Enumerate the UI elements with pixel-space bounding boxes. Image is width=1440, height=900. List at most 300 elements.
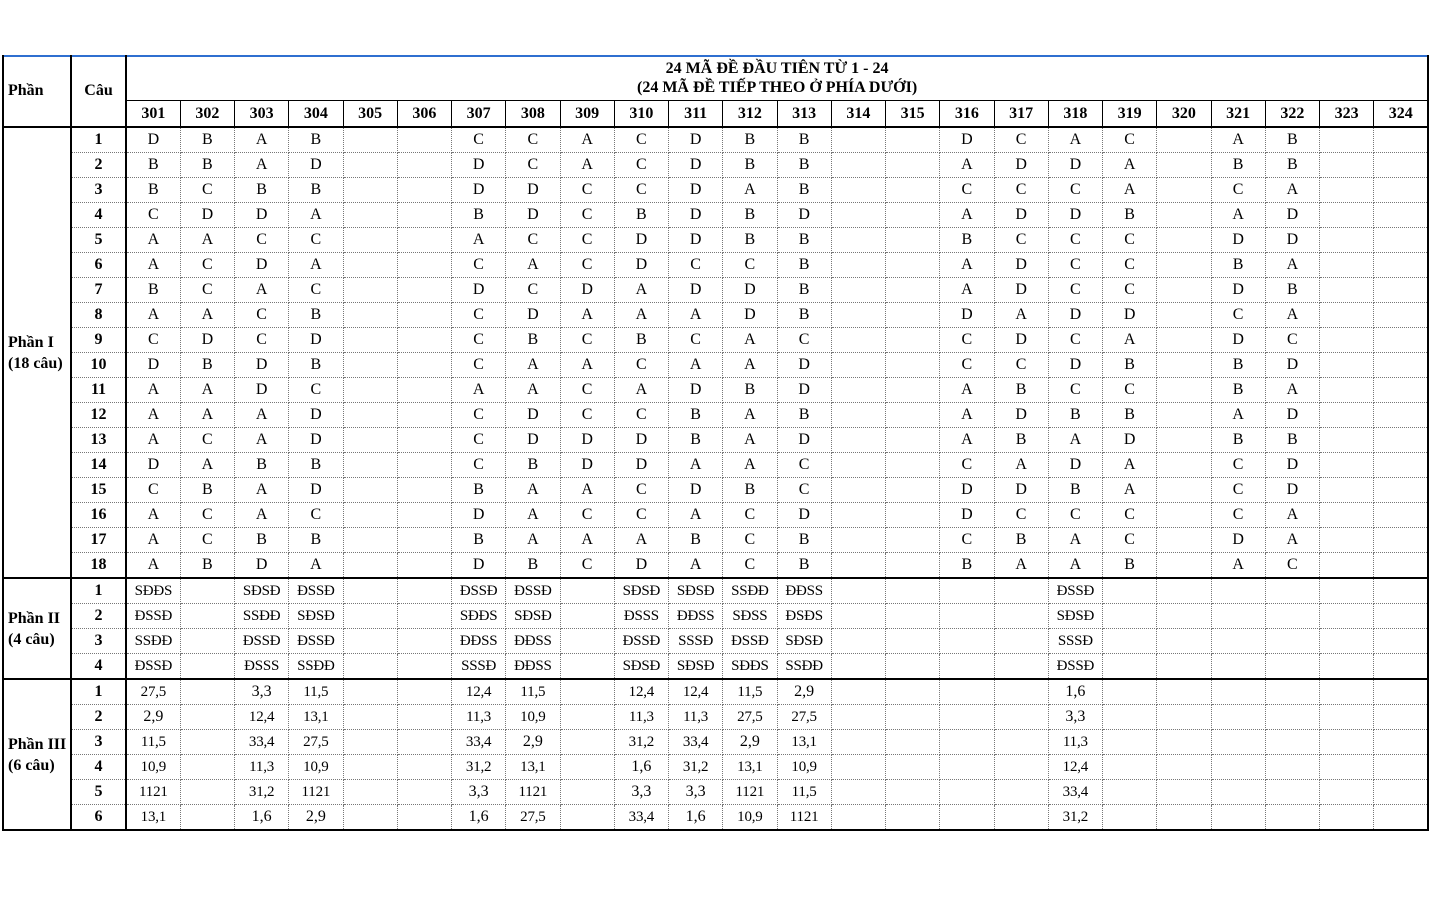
answer-cell: C [452, 453, 506, 478]
answer-cell [1320, 780, 1374, 805]
answer-cell [1374, 453, 1428, 478]
answer-cell: B [1103, 403, 1157, 428]
answer-cell: C [1103, 528, 1157, 553]
answer-cell: B [669, 428, 723, 453]
question-number: 15 [71, 478, 126, 503]
exam-code-header: 318 [1048, 101, 1102, 128]
answer-cell [1320, 578, 1374, 604]
answer-cell [886, 203, 940, 228]
answer-cell [1211, 730, 1265, 755]
answer-cell [1157, 705, 1211, 730]
answer-cell: B [289, 178, 343, 203]
answer-cell [831, 503, 885, 528]
answer-cell [1320, 178, 1374, 203]
answer-cell [1320, 503, 1374, 528]
answer-cell: D [669, 478, 723, 503]
header-title-line2: (24 MÃ ĐỀ TIẾP THEO Ở PHÍA DƯỚI) [637, 78, 918, 96]
answer-cell [1374, 705, 1428, 730]
answer-cell: C [180, 178, 234, 203]
answer-cell: D [614, 553, 668, 579]
answer-cell [1374, 679, 1428, 705]
answer-cell [397, 403, 451, 428]
answer-cell: A [126, 428, 180, 453]
answer-row [3, 629, 1428, 654]
answer-cell [343, 328, 397, 353]
answer-cell [1320, 278, 1374, 303]
answer-cell [1320, 478, 1374, 503]
answer-cell [1320, 403, 1374, 428]
answer-cell: C [994, 178, 1048, 203]
question-number: 13 [71, 428, 126, 453]
answer-cell: B [1103, 553, 1157, 579]
answer-cell: A [235, 503, 289, 528]
answer-row [3, 755, 1428, 780]
answer-cell: 1,6 [614, 755, 668, 780]
answer-cell: C [180, 428, 234, 453]
answer-cell: 1121 [723, 780, 777, 805]
answer-cell: 11,5 [723, 679, 777, 705]
answer-cell [397, 478, 451, 503]
answer-cell [560, 755, 614, 780]
answer-cell [397, 253, 451, 278]
answer-cell: B [180, 127, 234, 153]
answer-cell: C [1048, 503, 1102, 528]
answer-cell [560, 654, 614, 680]
answer-cell [180, 780, 234, 805]
answer-cell: D [235, 203, 289, 228]
answer-cell: ĐĐSS [777, 578, 831, 604]
answer-cell: A [235, 403, 289, 428]
answer-cell: SĐSĐ [614, 654, 668, 680]
answer-cell: 31,2 [1048, 805, 1102, 831]
answer-cell: A [940, 253, 994, 278]
answer-cell: B [1048, 403, 1102, 428]
answer-cell: A [506, 503, 560, 528]
section-label: Phần III (6 câu) [3, 679, 71, 830]
answer-cell: 10,9 [777, 755, 831, 780]
answer-cell: B [777, 178, 831, 203]
question-number: 4 [71, 203, 126, 228]
answer-cell: C [940, 528, 994, 553]
answer-cell: C [180, 528, 234, 553]
answer-row [3, 730, 1428, 755]
question-number: 5 [71, 228, 126, 253]
exam-code-header: 311 [669, 101, 723, 128]
answer-cell: ĐSSĐ [289, 578, 343, 604]
answer-cell: D [777, 378, 831, 403]
answer-cell: ĐĐSS [506, 654, 560, 680]
answer-cell [940, 604, 994, 629]
answer-cell [1157, 654, 1211, 680]
answer-cell: 31,2 [235, 780, 289, 805]
answer-cell: ĐSSĐ [723, 629, 777, 654]
answer-cell: 27,5 [126, 679, 180, 705]
answer-cell: SĐSS [723, 604, 777, 629]
answer-cell: D [126, 453, 180, 478]
answer-cell: D [1103, 428, 1157, 453]
answer-cell: A [669, 553, 723, 579]
answer-cell [886, 378, 940, 403]
answer-cell: SSĐĐ [723, 578, 777, 604]
answer-cell [1211, 679, 1265, 705]
answer-cell [831, 453, 885, 478]
answer-cell: B [1265, 127, 1319, 153]
answer-cell: ĐSSĐ [289, 629, 343, 654]
answer-cell: 11,3 [235, 755, 289, 780]
answer-cell [343, 228, 397, 253]
answer-cell [1320, 604, 1374, 629]
answer-cell [940, 629, 994, 654]
answer-cell [994, 805, 1048, 831]
answer-cell [1157, 328, 1211, 353]
answer-cell [1157, 403, 1211, 428]
answer-cell: D [1211, 528, 1265, 553]
answer-cell [886, 705, 940, 730]
answer-row [3, 654, 1428, 680]
answer-cell: C [506, 278, 560, 303]
answer-cell: 13,1 [126, 805, 180, 831]
answer-cell: B [180, 153, 234, 178]
answer-cell [1320, 253, 1374, 278]
answer-cell: D [994, 403, 1048, 428]
exam-code-header: 307 [452, 101, 506, 128]
answer-cell [1320, 805, 1374, 831]
answer-cell [831, 253, 885, 278]
answer-cell: 31,2 [452, 755, 506, 780]
answer-cell: B [1211, 428, 1265, 453]
answer-cell [1374, 528, 1428, 553]
answer-cell: 13,1 [506, 755, 560, 780]
answer-cell: A [506, 353, 560, 378]
answer-row [3, 278, 1428, 303]
answer-cell [1103, 755, 1157, 780]
answer-cell: B [452, 203, 506, 228]
header-title [126, 55, 1428, 101]
answer-cell: C [940, 453, 994, 478]
answer-cell: A [235, 127, 289, 153]
answer-cell [1374, 127, 1428, 153]
answer-cell [1157, 127, 1211, 153]
answer-cell [1157, 604, 1211, 629]
answer-cell [886, 679, 940, 705]
answer-cell: C [506, 228, 560, 253]
answer-cell: 11,5 [126, 730, 180, 755]
answer-cell: D [506, 203, 560, 228]
question-number: 8 [71, 303, 126, 328]
answer-cell: B [235, 178, 289, 203]
answer-cell [994, 679, 1048, 705]
answer-cell [940, 578, 994, 604]
answer-cell [831, 755, 885, 780]
answer-cell: 2,9 [723, 730, 777, 755]
answer-cell: 1121 [289, 780, 343, 805]
answer-row [3, 353, 1428, 378]
answer-cell [886, 328, 940, 353]
answer-cell: B [1265, 153, 1319, 178]
answer-cell: C [1265, 328, 1319, 353]
answer-cell: SSĐĐ [126, 629, 180, 654]
answer-cell: ĐSSĐ [452, 578, 506, 604]
answer-cell [886, 127, 940, 153]
answer-cell: A [940, 203, 994, 228]
answer-cell [397, 730, 451, 755]
exam-code-header: 304 [289, 101, 343, 128]
answer-cell [1211, 578, 1265, 604]
answer-cell: D [614, 428, 668, 453]
answer-cell: 31,2 [614, 730, 668, 755]
answer-cell: D [452, 153, 506, 178]
answer-cell: 11,5 [777, 780, 831, 805]
answer-cell: 13,1 [289, 705, 343, 730]
answer-cell: 27,5 [289, 730, 343, 755]
answer-cell: C [1211, 478, 1265, 503]
answer-cell [886, 178, 940, 203]
answer-cell: C [1103, 253, 1157, 278]
answer-cell: A [669, 453, 723, 478]
answer-cell: A [126, 228, 180, 253]
answer-cell: A [289, 553, 343, 579]
answer-cell [343, 178, 397, 203]
answer-cell: B [289, 453, 343, 478]
answer-cell: A [126, 503, 180, 528]
answer-cell: C [560, 403, 614, 428]
answer-cell: A [126, 378, 180, 403]
answer-cell [1157, 278, 1211, 303]
answer-cell: A [1265, 178, 1319, 203]
answer-cell: A [1103, 478, 1157, 503]
answer-cell: D [777, 353, 831, 378]
section-label: Phần I (18 câu) [3, 127, 71, 578]
answer-cell [831, 654, 885, 680]
answer-cell: B [777, 228, 831, 253]
answer-cell: C [560, 553, 614, 579]
answer-cell: D [994, 153, 1048, 178]
answer-cell [831, 705, 885, 730]
answer-cell: 27,5 [506, 805, 560, 831]
answer-cell: D [994, 203, 1048, 228]
question-number: 12 [71, 403, 126, 428]
answer-cell: SĐĐS [723, 654, 777, 680]
answer-cell: A [723, 328, 777, 353]
answer-cell [831, 127, 885, 153]
answer-cell: B [126, 178, 180, 203]
answer-cell [1157, 253, 1211, 278]
exam-code-row [3, 101, 1428, 128]
answer-cell [994, 730, 1048, 755]
answer-cell [397, 353, 451, 378]
answer-cell: D [1048, 353, 1102, 378]
answer-cell: A [940, 403, 994, 428]
answer-cell: D [777, 503, 831, 528]
answer-cell: D [1265, 353, 1319, 378]
answer-cell: B [506, 553, 560, 579]
answer-cell: B [1103, 353, 1157, 378]
answer-cell: D [940, 127, 994, 153]
answer-cell: A [669, 353, 723, 378]
exam-code-header: 323 [1320, 101, 1374, 128]
answer-cell: 1121 [777, 805, 831, 831]
answer-cell: A [1211, 403, 1265, 428]
exam-code-header: 320 [1157, 101, 1211, 128]
answer-cell: D [940, 478, 994, 503]
question-number: 4 [71, 755, 126, 780]
answer-cell: D [1048, 453, 1102, 478]
answer-cell [1265, 679, 1319, 705]
answer-cell: C [1048, 178, 1102, 203]
answer-cell: C [669, 253, 723, 278]
exam-code-header: 302 [180, 101, 234, 128]
answer-row [3, 403, 1428, 428]
answer-cell: A [723, 403, 777, 428]
answer-table-body [3, 127, 1428, 830]
answer-cell: A [180, 228, 234, 253]
answer-cell: ĐSSĐ [614, 629, 668, 654]
answer-cell: C [940, 353, 994, 378]
answer-cell [994, 780, 1048, 805]
answer-cell: C [289, 278, 343, 303]
answer-cell [397, 629, 451, 654]
answer-cell: A [126, 303, 180, 328]
answer-cell [343, 629, 397, 654]
answer-cell [180, 654, 234, 680]
answer-cell: C [289, 503, 343, 528]
answer-cell: C [669, 328, 723, 353]
answer-cell: B [669, 403, 723, 428]
answer-cell: 12,4 [669, 679, 723, 705]
answer-cell [994, 755, 1048, 780]
answer-row [3, 253, 1428, 278]
question-number: 17 [71, 528, 126, 553]
exam-code-header: 324 [1374, 101, 1428, 128]
answer-cell: SĐSĐ [1048, 604, 1102, 629]
answer-cell [343, 203, 397, 228]
answer-cell: D [614, 253, 668, 278]
answer-cell: A [669, 303, 723, 328]
answer-cell: C [235, 328, 289, 353]
answer-cell [560, 629, 614, 654]
answer-cell: D [1265, 478, 1319, 503]
answer-cell: C [1211, 178, 1265, 203]
answer-cell [831, 604, 885, 629]
answer-cell: A [669, 503, 723, 528]
answer-cell: A [940, 428, 994, 453]
answer-cell: 10,9 [126, 755, 180, 780]
answer-cell: D [1265, 453, 1319, 478]
answer-cell: A [560, 303, 614, 328]
answer-cell [1320, 353, 1374, 378]
answer-cell: 33,4 [1048, 780, 1102, 805]
answer-row [3, 478, 1428, 503]
answer-cell: D [669, 203, 723, 228]
exam-code-header: 308 [506, 101, 560, 128]
answer-cell: D [1211, 278, 1265, 303]
answer-cell: B [723, 203, 777, 228]
answer-cell: B [777, 528, 831, 553]
answer-cell [831, 353, 885, 378]
answer-cell: C [452, 328, 506, 353]
answer-cell [1157, 353, 1211, 378]
answer-cell: A [1103, 153, 1157, 178]
answer-cell [1211, 654, 1265, 680]
answer-row [3, 705, 1428, 730]
answer-cell: C [180, 253, 234, 278]
answer-cell: B [180, 353, 234, 378]
answer-cell: A [1048, 553, 1102, 579]
answer-cell [1265, 578, 1319, 604]
answer-cell [1320, 303, 1374, 328]
header-cau: Câu [71, 55, 126, 127]
answer-row [3, 604, 1428, 629]
exam-code-header: 309 [560, 101, 614, 128]
answer-cell [1265, 604, 1319, 629]
answer-cell: 13,1 [777, 730, 831, 755]
answer-cell [1103, 604, 1157, 629]
answer-cell: C [560, 203, 614, 228]
answer-cell: B [235, 528, 289, 553]
answer-cell [1157, 629, 1211, 654]
answer-cell [1374, 654, 1428, 680]
answer-cell [1211, 705, 1265, 730]
answer-cell: D [126, 353, 180, 378]
answer-cell: C [289, 378, 343, 403]
answer-cell [994, 629, 1048, 654]
question-number: 1 [71, 127, 126, 153]
answer-cell: A [614, 278, 668, 303]
answer-cell: D [452, 503, 506, 528]
answer-cell: A [289, 253, 343, 278]
answer-cell: A [126, 553, 180, 579]
answer-cell: A [452, 378, 506, 403]
answer-cell [1211, 604, 1265, 629]
answer-cell: C [614, 353, 668, 378]
answer-cell [1103, 730, 1157, 755]
answer-cell: D [1103, 303, 1157, 328]
answer-cell: A [1211, 203, 1265, 228]
answer-cell: C [994, 127, 1048, 153]
answer-cell [886, 453, 940, 478]
answer-cell [1265, 805, 1319, 831]
answer-cell: D [289, 428, 343, 453]
answer-cell [1374, 578, 1428, 604]
answer-cell: C [1265, 553, 1319, 579]
answer-cell: C [1103, 503, 1157, 528]
answer-row [3, 378, 1428, 403]
answer-cell [1374, 228, 1428, 253]
answer-cell: SĐSĐ [614, 578, 668, 604]
answer-cell [940, 679, 994, 705]
answer-cell: SĐSĐ [289, 604, 343, 629]
answer-cell [1374, 629, 1428, 654]
answer-cell: SĐĐS [452, 604, 506, 629]
answer-cell: C [723, 528, 777, 553]
answer-cell: D [994, 328, 1048, 353]
answer-cell: C [1103, 278, 1157, 303]
answer-cell [180, 629, 234, 654]
question-number: 6 [71, 253, 126, 278]
answer-cell [1157, 503, 1211, 528]
answer-cell: D [669, 228, 723, 253]
answer-cell [940, 654, 994, 680]
answer-cell: C [1103, 127, 1157, 153]
answer-cell [397, 528, 451, 553]
answer-cell: C [1103, 228, 1157, 253]
answer-row [3, 780, 1428, 805]
answer-cell [1374, 153, 1428, 178]
answer-cell: B [723, 153, 777, 178]
answer-cell: D [560, 278, 614, 303]
answer-cell: C [723, 553, 777, 579]
answer-cell [886, 353, 940, 378]
